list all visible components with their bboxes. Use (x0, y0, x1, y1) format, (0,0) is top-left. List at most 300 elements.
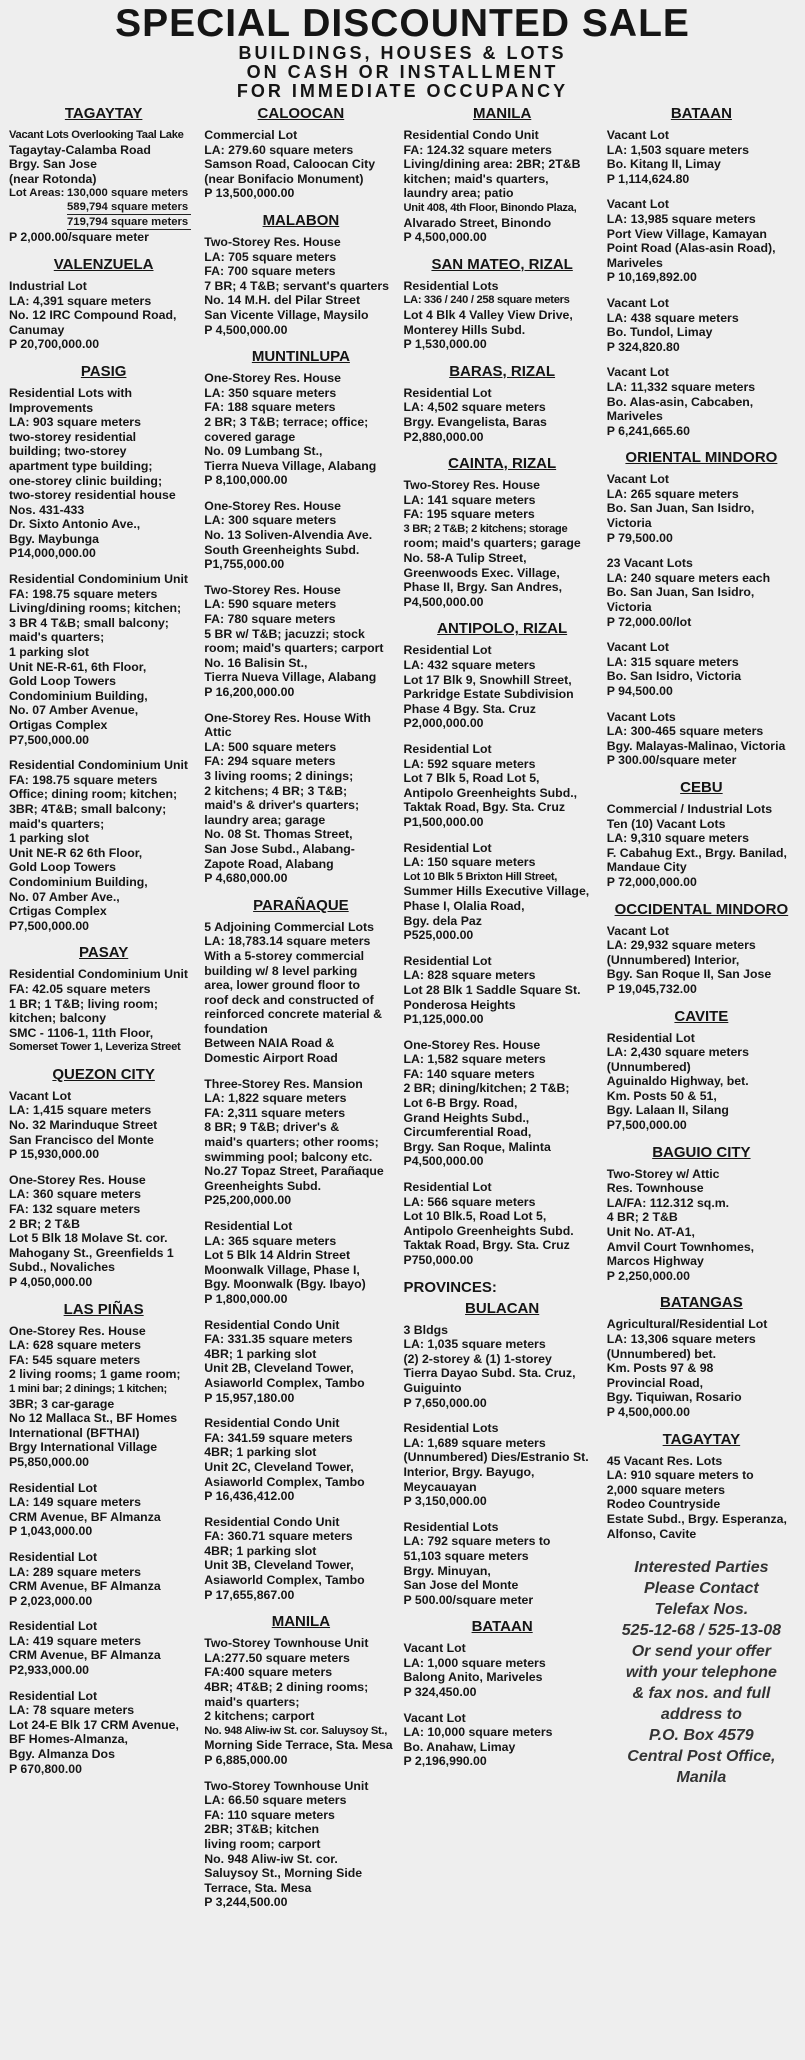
listing-price: P1,125,000.00 (403, 1012, 484, 1027)
listing-line: Interior, Brgy. Bayugo, (403, 1464, 535, 1479)
listing-price: P1,500,000.00 (403, 814, 484, 829)
listing-line: (near Rotonda) (9, 171, 97, 186)
listing-line: Taktak Road, Brgy. Sta. Cruz (403, 1238, 570, 1253)
listing (404, 478, 601, 609)
listing-line: LA: 592 square meters (403, 756, 536, 771)
listing-line: FA: 198.75 square meters (9, 586, 158, 601)
listing-line: Bo. Kitang II, Limay (606, 157, 721, 172)
listing-line: Residential Lot (403, 840, 492, 855)
listing-line: LA: 336 / 240 / 258 square meters (403, 294, 570, 307)
listing-line: Asiaworld Complex, Tambo (204, 1375, 365, 1390)
listing-line: LA: 4,502 square meters (403, 400, 546, 415)
listing (607, 365, 796, 438)
section-heading: CAVITE (674, 1007, 729, 1025)
listing-price: P 324,820.80 (606, 339, 680, 354)
listing-price: P 79,500.00 (606, 530, 673, 545)
listing-line: Gold Loop Towers (9, 674, 117, 689)
listing-line: Residential Lot (403, 385, 492, 400)
listing-line: Grand Heights Subd., (403, 1110, 530, 1125)
listing-line: 7 BR; 4 T&B; servant's quarters (204, 278, 389, 293)
listing-line: (Unnumbered) Dies/Estranio St. (403, 1450, 589, 1465)
listing (9, 1173, 198, 1290)
listing-line: CRM Avenue, BF Almanza (9, 1509, 161, 1524)
listing-line: FA: 188 square meters (204, 400, 336, 415)
listing-price: P 16,200,000.00 (204, 685, 295, 699)
section-heading: BULACAN (465, 1299, 540, 1317)
ad-subtitle-1: BUILDINGS, HOUSES & LOTS (238, 43, 567, 63)
listing-line: (2) 2-storey & (1) 1-storey (403, 1351, 552, 1366)
listing-line: Vacant Lots Overlooking Taal Lake (9, 129, 184, 141)
listing-line: apartment type building; (9, 458, 153, 473)
listing (607, 1031, 796, 1133)
listing-line: Moonwalk Village, Phase I, (204, 1262, 360, 1277)
listing-line: building; two-storey (9, 444, 127, 459)
listing-line: Residential Lot (403, 1180, 492, 1195)
listing-line: Ponderosa Heights (403, 997, 516, 1012)
listing-line: Unit 2B, Cleveland Tower, (204, 1361, 354, 1376)
section-heading: QUEZON CITY (52, 1065, 155, 1083)
listing-line: Industrial Lot (9, 278, 87, 293)
listing-line: No. 16 Balisin St., (204, 655, 308, 670)
listing (204, 711, 397, 886)
listing (9, 1324, 198, 1470)
column-4 (604, 105, 799, 1788)
masthead (6, 4, 799, 101)
listing-line: 3 BR; 2 T&B; 2 kitchens; storage (403, 522, 568, 535)
listing-line: LA: 350 square meters (204, 385, 337, 400)
listing-line: Antipolo Greenheights Subd. (403, 1223, 574, 1238)
contact-line: Manila (676, 1769, 727, 1787)
listing-line: FA: 700 square meters (204, 264, 336, 279)
listing-line: Two-Storey Townhouse Unit (204, 1778, 369, 1793)
listing-price: P 300.00/square meter (606, 753, 737, 768)
listing-line: Residential Condominium Unit (9, 967, 188, 982)
section-heading: TAGAYTAY (64, 105, 143, 122)
listing-line: Vacant Lot (403, 1710, 466, 1725)
listing (404, 742, 601, 830)
listing (9, 1619, 198, 1677)
listing-line: Bo. Anahaw, Limay (403, 1739, 516, 1754)
listing-line: LA: 792 square meters to (403, 1534, 551, 1549)
listing-line: 3 living rooms; 2 dinings; (204, 768, 354, 783)
listing-line: Vacant Lot (606, 472, 669, 487)
listing-price: P 19,045,732.00 (606, 981, 697, 996)
listing-line: Condominium Building, (9, 688, 148, 703)
lot-area-value: 130,000 square meters (67, 187, 189, 200)
listing-line: FA: 132 square meters (9, 1202, 141, 1217)
listing-line: Lot 4 Blk 4 Valley View Drive, (403, 307, 573, 322)
listing-line: foundation (204, 1021, 268, 1036)
listing-line: Asiaworld Complex, Tambo (204, 1573, 365, 1588)
listing-price: P 1,114,624.80 (606, 171, 690, 186)
listing-line: (Unnumbered) Interior, (606, 952, 740, 967)
listing-price: P 72,000,000.00 (606, 874, 697, 889)
listing-line: Crtigas Complex (9, 904, 107, 919)
listing-line: LA: 828 square meters (403, 968, 536, 983)
listing (204, 583, 397, 700)
listing (607, 640, 796, 698)
lot-area-row (9, 215, 198, 230)
listing-line: Marcos Highway (606, 1254, 704, 1269)
listing (404, 1520, 601, 1608)
listing-line: Bgy. Almanza Dos (9, 1747, 115, 1762)
listing-line: International (BFTHAI) (9, 1425, 140, 1440)
listing (9, 967, 198, 1055)
listing-price: P 16,436,412.00 (204, 1489, 295, 1504)
listing-line: Vacant Lot (606, 128, 669, 142)
listing-line: Ten (10) Vacant Lots (606, 816, 726, 831)
listing-line: Residential Lots (403, 1421, 499, 1436)
column-3-sections (404, 105, 601, 1268)
listing-line: Condominium Building, (9, 874, 148, 889)
listing-line: Mandaue City (606, 860, 687, 875)
listing-line: 2 kitchens; 4 BR; 3 T&B; (204, 783, 348, 798)
listing-line: FA: 780 square meters (204, 612, 336, 627)
listing (404, 643, 601, 731)
listing-line: laundry area; garage (204, 812, 326, 827)
listing-line: Phase 4 Bgy. Sta. Cruz (403, 701, 536, 716)
listing (9, 758, 198, 933)
listing (607, 1454, 796, 1542)
listing-line: F. Cabahug Ext., Brgy. Banilad, (606, 845, 787, 860)
listing-line: LA: 289 square meters (9, 1564, 141, 1579)
listing-line: Vacant Lot (606, 923, 669, 938)
section-heading: TAGAYTAY (662, 1430, 741, 1448)
listing-line: Residential Lots (403, 1519, 499, 1534)
listing-line: Lot 7 Blk 5, Road Lot 5, (403, 771, 540, 786)
listing-line: (Unnumbered) bet. (606, 1346, 717, 1361)
lot-area-table (9, 186, 198, 230)
listing-line: Km. Posts 97 & 98 (606, 1361, 714, 1376)
listing-price: P 670,800.00 (9, 1761, 82, 1776)
listing-line: one-storey clinic building; (9, 473, 163, 488)
listing-line: Brgy. Minuyan, (403, 1563, 491, 1578)
listing-line: kitchen; maid's quarters, (403, 171, 549, 186)
listing-line: Greenheights Subd. (204, 1178, 322, 1193)
listing-line: Brgy. San Roque, Malinta (403, 1139, 551, 1154)
listing-line: LA: 78 square meters (9, 1703, 135, 1718)
listing-line: Unit 2C, Cleveland Tower, (204, 1459, 354, 1474)
listing-line: Commercial / Industrial Lots (606, 801, 773, 816)
listing-line: Residential Condominium Unit (9, 758, 188, 773)
listing (9, 128, 198, 245)
listing-line: LA: 11,332 square meters (606, 379, 756, 394)
listing-line: LA: 360 square meters (9, 1187, 141, 1202)
listing-line: Alfonso, Cavite (606, 1526, 697, 1541)
listing (204, 1636, 397, 1767)
listing-line: Antipolo Greenheights Subd., (403, 785, 578, 800)
listing-line: Two-Storey Townhouse Unit (204, 1636, 369, 1651)
listing-price: P25,200,000.00 (204, 1193, 292, 1208)
contact-line: Please Contact (644, 1580, 759, 1598)
contact-line: Interested Parties (634, 1559, 769, 1577)
section-heading: BATANGAS (659, 1294, 743, 1312)
listing-price: P4,500,000.00 (403, 594, 484, 609)
listing-line: Vacant Lot (606, 365, 669, 380)
lot-area-label: Lot Areas: (9, 187, 65, 200)
listing-line: One-Storey Res. House (9, 1172, 146, 1187)
listing-line: No. 07 Amber Ave., (9, 889, 120, 904)
listing (607, 1167, 796, 1284)
listing-line: Two-Storey w/ Attic (606, 1166, 720, 1181)
listing-line: Residential Lot (403, 643, 492, 658)
listing-line: Living/dining area: 2BR; 2T&B (403, 157, 581, 172)
listing-line: (near Bonifacio Monument) (204, 171, 364, 186)
section-heading: BAGUIO CITY (652, 1143, 751, 1161)
section-heading: MANILA (271, 1613, 331, 1631)
listing-line: Phase II, Brgy. San Andres, (403, 580, 563, 595)
listing-price: P 13,500,000.00 (204, 186, 295, 201)
section-heading: CEBU (680, 778, 723, 796)
listing (607, 197, 796, 285)
listing-line: Port View Village, Kamayan (606, 226, 767, 241)
listing-line: 4BR; 1 parking slot (204, 1543, 317, 1558)
section-heading: ORIENTAL MINDORO (625, 449, 778, 467)
listing-line: Unit NE-R-61, 6th Floor, (9, 659, 147, 674)
listing-price: P14,000,000.00 (9, 546, 96, 561)
listing-line: Living/dining rooms; kitchen; (9, 601, 182, 616)
listing-line: Residential Condo Unit (204, 1317, 340, 1332)
listing-line: LA: 566 square meters (403, 1194, 536, 1209)
listing-line: swimming pool; balcony etc. (204, 1149, 373, 1164)
listing (9, 279, 198, 352)
listing-line: LA: 13,306 square meters (606, 1332, 756, 1346)
listing-line: covered garage (204, 429, 296, 444)
listing-line: SMC - 1106-1, 11th Floor, (9, 1025, 154, 1040)
listing-line: Three-Storey Res. Mansion (204, 1076, 363, 1091)
listing-price: P7,500,000.00 (606, 1118, 687, 1133)
listing-line: Brgy. Evangelista, Baras (403, 414, 547, 429)
listing-price: P 4,500,000.00 (606, 1404, 690, 1419)
listing-line: CRM Avenue, BF Almanza (9, 1648, 161, 1663)
listing-line: Bgy. Malayas-Malinao, Victoria (606, 738, 786, 753)
listing-line: Saluysoy St., Morning Side (204, 1866, 363, 1881)
listing (607, 1317, 796, 1419)
listing-line: Terrace, Sta. Mesa (204, 1880, 312, 1895)
listing-line: Lot 6-B Brgy. Road, (403, 1096, 518, 1111)
column-3 (401, 105, 604, 1780)
listing-price: P 4,500,000.00 (403, 230, 487, 245)
listing-price: P750,000.00 (403, 1253, 474, 1267)
listing-line: LA: 300 square meters (204, 513, 337, 528)
listing-line: LA: 1,503 square meters (606, 142, 749, 157)
listing-line: Brgy. San Jose (9, 157, 97, 172)
listing-line: LA: 29,932 square meters (606, 938, 756, 953)
listing-line: Bgy. San Roque II, San Jose (606, 967, 772, 982)
listing (9, 1481, 198, 1539)
listing-line: Lot 24-E Blk 17 CRM Avenue, (9, 1717, 179, 1732)
listing (204, 1219, 397, 1307)
listing-line: LA: 150 square meters (403, 855, 536, 870)
listing-columns (6, 105, 799, 1921)
ad-subtitle-3: FOR IMMEDIATE OCCUPANCY (236, 81, 569, 101)
listing-price: P 3,244,500.00 (204, 1895, 288, 1910)
listing-line: Bgy. Lalaan II, Silang (606, 1103, 729, 1118)
listing-line: reinforced concrete material & (204, 1007, 382, 1022)
listing-price: P 2,250,000.00 (606, 1268, 690, 1283)
listing-line: Residential Condo Unit (403, 128, 539, 142)
listing-line: Point Road (Alas-asin Road), (606, 241, 776, 256)
listing (607, 802, 796, 890)
contact-line: & fax nos. and full (632, 1685, 771, 1703)
listing-line: LA: 1,822 square meters (204, 1091, 347, 1106)
listing (404, 1323, 601, 1411)
section-heading: BATAAN (471, 1618, 533, 1636)
listing-line: Tierra Nueva Village, Alabang (204, 458, 377, 473)
listing-line: 3 BR 4 T&B; small balcony; (9, 615, 169, 630)
listing-line: San Jose Subd., Alabang- (204, 841, 355, 856)
listing-line: 2BR; 3T&B; kitchen (204, 1822, 320, 1837)
listing-line: laundry area; patio (403, 186, 514, 201)
listing-price: P 3,150,000.00 (403, 1494, 487, 1509)
listing-line: 1 parking slot (9, 645, 89, 660)
column-4-sections (607, 105, 796, 1541)
listing-line: 2 BR; dining/kitchen; 2 T&B; (403, 1081, 570, 1096)
listing-line: Agricultural/Residential Lot (606, 1317, 768, 1332)
listing-line: No. 07 Amber Avenue, (9, 703, 139, 718)
listing-line: Asiaworld Complex, Tambo (204, 1474, 365, 1489)
listing-line: Taktak Road, Bgy. Sta. Cruz (403, 800, 566, 815)
listing-line: LA: 628 square meters (9, 1338, 141, 1353)
listing-line: No. 948 Aliw-iw St. cor. (204, 1851, 338, 1866)
listing-line: No. 08 St. Thomas Street, (204, 827, 353, 842)
listing (204, 499, 397, 572)
column-2-sections (204, 105, 397, 1910)
listing-line: Balong Anito, Mariveles (403, 1670, 543, 1685)
listing-line: FA: 110 square meters (204, 1807, 335, 1822)
listing-line: Ortigas Complex (9, 718, 108, 732)
listing-price: P 15,957,180.00 (204, 1390, 295, 1405)
listing-line: San Jose del Monte (403, 1578, 519, 1593)
listing (204, 128, 397, 201)
listing-line: 4BR; 1 parking slot (204, 1346, 317, 1361)
listing-line: Unit No. AT-A1, (606, 1225, 695, 1240)
listing-line: Vacant Lots (606, 709, 676, 724)
listing-line: Bo. Tundol, Limay (606, 325, 713, 340)
listing-line: area, lower ground floor to (204, 978, 361, 993)
listing-line: Between NAIA Road & (204, 1036, 335, 1051)
listing-price: P1,755,000.00 (204, 557, 285, 572)
listing (204, 1318, 397, 1406)
listing-line: maid's quarters; (9, 816, 105, 831)
section-heading: BARAS, RIZAL (449, 362, 556, 380)
listing-line: LA: 1,000 square meters (403, 1655, 546, 1670)
listing-line: Bgy. dela Paz (403, 913, 482, 928)
listing-line: 8 BR; 9 T&B; driver's & (204, 1120, 340, 1135)
listing-line: Improvements (9, 400, 94, 415)
listing-price: P 94,500.00 (606, 684, 673, 698)
section-heading: PASIG (80, 362, 127, 380)
listing-line: Guiguinto (403, 1380, 462, 1395)
listing-line: LA: 1,582 square meters (403, 1052, 546, 1067)
listing-line: FA: 341.59 square meters (204, 1430, 353, 1445)
listing (9, 572, 198, 747)
listing-line: Tierra Dayao Subd. Sta. Cruz, (403, 1366, 576, 1381)
listing-line: Subd., Novaliches (9, 1260, 115, 1275)
listing-price: P 2,023,000.00 (9, 1593, 93, 1608)
listing-line: room; maid's quarters; garage (403, 536, 581, 551)
listing-line: Vacant Lot (606, 640, 669, 655)
listing-line: Lot 5 Blk 18 Molave St. cor. (9, 1231, 168, 1246)
listing (204, 1077, 397, 1208)
listing (607, 128, 796, 186)
listing-line: No. 948 Aliw-iw St. cor. Saluysoy St., (204, 1724, 388, 1737)
listing-line: Vacant Lot (403, 1641, 466, 1656)
listing-line: Two-Storey Res. House (204, 582, 341, 597)
listing-line: One-Storey Res. House (204, 498, 341, 513)
listing-line: Residential Lot (9, 1549, 98, 1564)
listing-line: No. 32 Marinduque Street (9, 1118, 158, 1133)
listing-price: P 15,930,000.00 (9, 1147, 100, 1162)
section-heading: CAINTA, RIZAL (448, 455, 557, 473)
listing-line: Mariveles (606, 255, 663, 270)
section-heading: LAS PIÑAS (63, 1300, 144, 1318)
column-2 (201, 105, 400, 1921)
listing-line: Vacant Lot (606, 197, 669, 212)
listing-line: 4BR; 4T&B; 2 dining rooms; (204, 1680, 369, 1695)
listing (607, 296, 796, 354)
listing-price: P 1,043,000.00 (9, 1524, 93, 1539)
listing (404, 954, 601, 1027)
listing-price: P 10,169,892.00 (606, 270, 697, 285)
column-3-province-sections (404, 1300, 601, 1769)
listing (607, 556, 796, 629)
listing-line: LA: 13,985 square meters (606, 211, 756, 226)
column-1-sections (9, 256, 198, 1776)
listing-line: maid's & driver's quarters; (204, 798, 360, 813)
listing-line: Victoria (606, 600, 652, 615)
listing-line: Unit 408, 4th Floor, Binondo Plaza, (403, 201, 577, 214)
listing-line: Tagaytay-Calamba Road (9, 142, 151, 157)
listing-line: Lot 10 Blk.5, Road Lot 5, (403, 1209, 547, 1224)
listing-line: Vacant Lot (9, 1088, 72, 1103)
listing (9, 1089, 198, 1162)
listing-line: Summer Hills Executive Village, (403, 884, 590, 899)
listing-line: FA: 195 square meters (403, 507, 535, 522)
listing-line: Res. Townhouse (606, 1181, 704, 1196)
listing-price: P 2,000.00/square meter (9, 230, 149, 245)
listing-line: 2 BR; 2 T&B (9, 1216, 81, 1231)
listing-line: LA: 1,035 square meters (403, 1337, 546, 1352)
contact-phone: 525-12-68 / 525-13-08 (621, 1622, 781, 1640)
listing-line: LA: 432 square meters (403, 658, 536, 673)
listing-line: LA: 4,391 square meters (9, 293, 152, 308)
listing-line: 51,103 square meters (403, 1548, 529, 1563)
listing-line: Residential Lots with (9, 385, 132, 400)
listing-line: CRM Avenue, BF Almanza (9, 1579, 161, 1594)
listing-price: P 7,650,000.00 (403, 1395, 487, 1410)
listing-line: One-Storey Res. House (9, 1323, 146, 1338)
listing-line: Aguinaldo Highway, bet. (606, 1074, 749, 1089)
listing-line: Residential Lot (204, 1219, 293, 1233)
listing-line: Tierra Nueva Village, Alabang (204, 670, 377, 685)
listing-line: 3BR; 3 car-garage (9, 1396, 115, 1411)
listing-price: P2,880,000.00 (403, 429, 484, 444)
listing-line: LA: 2,430 square meters (606, 1045, 749, 1060)
section-heading: SAN MATEO, RIZAL (431, 255, 573, 273)
listing (204, 920, 397, 1066)
listing-line: Two-Storey Res. House (403, 478, 540, 493)
listing-line: Circumferential Road, (403, 1125, 532, 1140)
listing-line: kitchen; balcony (9, 1011, 107, 1026)
listing-line: LA: 903 square meters (9, 415, 141, 430)
listing-line: No. 14 M.H. del Pilar Street (204, 293, 361, 308)
listing-line: Vacant Lot (606, 295, 669, 310)
section-heading: PASAY (79, 944, 129, 962)
listing-price: P 6,885,000.00 (204, 1753, 288, 1767)
listing-price: P 20,700,000.00 (9, 337, 100, 352)
listing-line: Monterey Hills Subd. (403, 322, 526, 337)
